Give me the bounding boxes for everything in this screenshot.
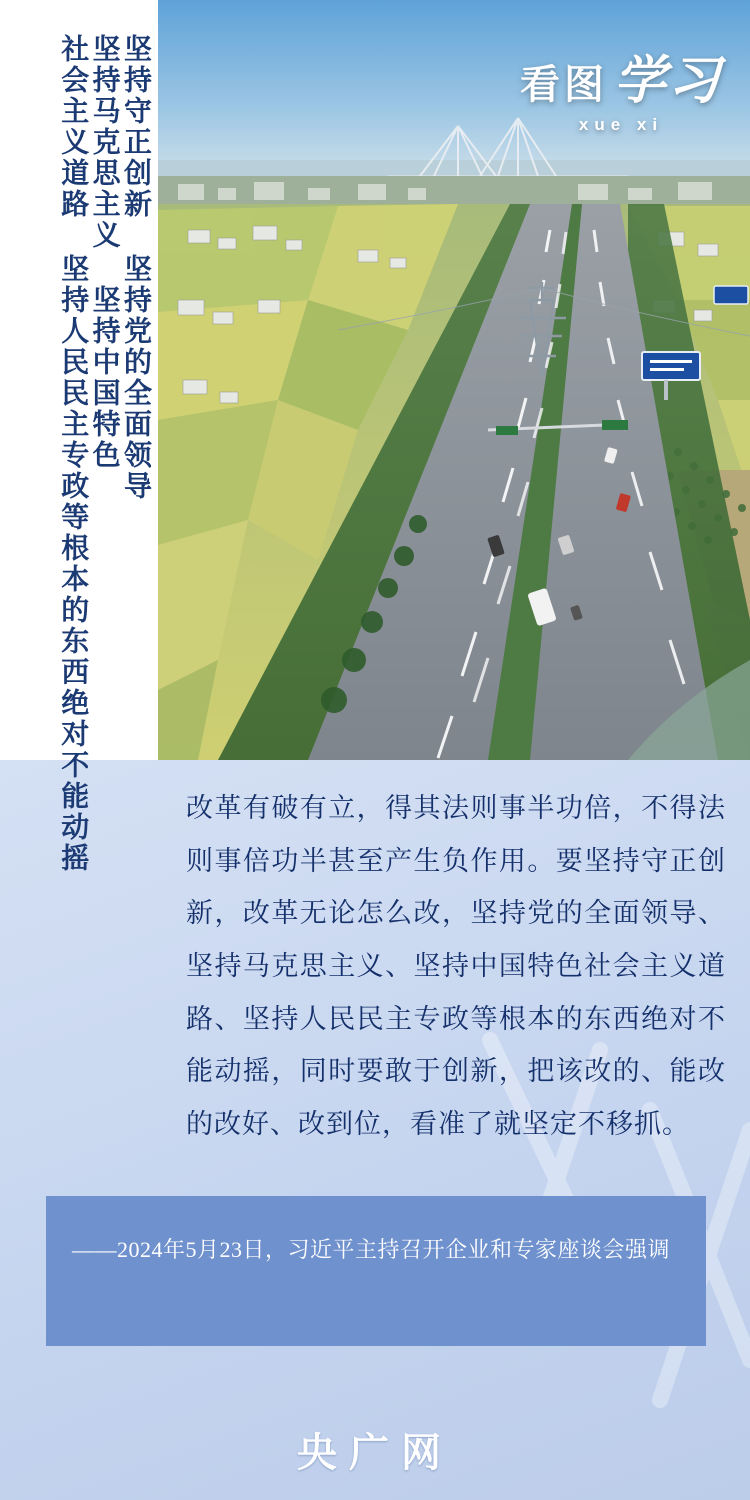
attribution-band: ——2024年5月23日，习近平主持召开企业和专家座谈会强调 bbox=[46, 1196, 706, 1346]
headline-block bbox=[0, 0, 158, 874]
hero-photo bbox=[158, 0, 750, 760]
footer-logo: 央广网 bbox=[297, 1430, 453, 1475]
brand-title-part2: 学习 bbox=[613, 53, 722, 110]
headline-column-1: 坚持守正创新 坚持党的全面领导 bbox=[120, 34, 151, 502]
headline-column-2: 坚持马克思主义 坚持中国特色 bbox=[88, 34, 120, 471]
brand-title-part1: 看图 bbox=[519, 62, 608, 107]
brand-title bbox=[520, 38, 722, 113]
footer bbox=[0, 1421, 750, 1478]
brand-logo bbox=[520, 38, 722, 135]
headline-column-3: 社会主义道路 坚持人民民主专政等根本的东西绝对不能动摇 bbox=[57, 34, 89, 874]
quote-text: 改革有破有立，得其法则事半功倍，不得法则事倍功半甚至产生负作用。要坚持守正创新，改革无论怎么改，坚持党的全面领导、坚持马克思主义、坚持中国特色社会主义道路、坚持人民民主专政等根本的东西绝对不能动摇，同时要敢于创新，把该改的、能改的改好、改到位，看准了就坚定不移抓。 bbox=[186, 793, 726, 1139]
brand-pinyin: xue xi bbox=[578, 115, 664, 134]
